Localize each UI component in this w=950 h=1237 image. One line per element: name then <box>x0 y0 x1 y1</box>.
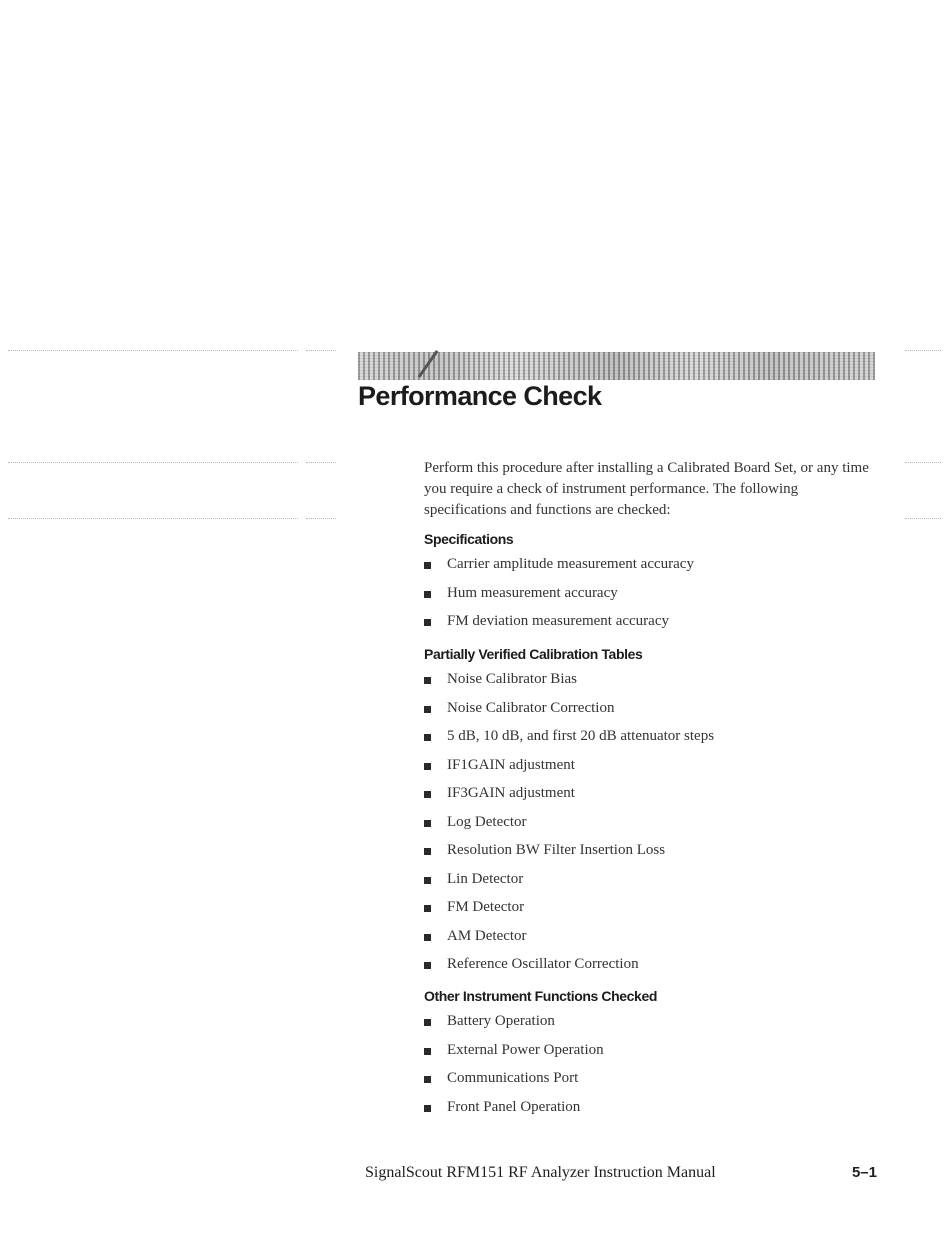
list-item: Reference Oscillator Correction <box>424 956 714 985</box>
page-title: Performance Check <box>358 381 602 411</box>
list-item: Log Detector <box>424 814 714 843</box>
margin-rule <box>905 518 941 519</box>
calibration-tables-list <box>424 671 714 985</box>
bullet-icon <box>424 1105 431 1112</box>
bullet-icon <box>424 591 431 598</box>
bullet-icon <box>424 820 431 827</box>
margin-rule <box>306 350 336 351</box>
bullet-icon <box>424 1076 431 1083</box>
margin-rule <box>306 462 336 463</box>
list-item: External Power Operation <box>424 1042 604 1071</box>
list-item: Communications Port <box>424 1070 604 1099</box>
intro-paragraph: Perform this procedure after installing a Calibrated Board Set, or any time you require a check of instrument performance. The following specifications and functions are checked: <box>424 460 869 518</box>
list-item: Lin Detector <box>424 871 714 900</box>
bullet-icon <box>424 1019 431 1026</box>
list-item: IF1GAIN adjustment <box>424 757 714 786</box>
margin-rule <box>306 518 336 519</box>
margin-rule <box>8 462 298 463</box>
list-item: FM Detector <box>424 899 714 928</box>
list-item: IF3GAIN adjustment <box>424 785 714 814</box>
list-item: Noise Calibrator Correction <box>424 700 714 729</box>
list-item: Carrier amplitude measurement accuracy <box>424 556 694 585</box>
margin-rule <box>905 462 941 463</box>
section-heading-specifications: Specifications <box>424 531 514 547</box>
bullet-icon <box>424 706 431 713</box>
specifications-list <box>424 556 694 642</box>
bullet-icon <box>424 848 431 855</box>
bullet-icon <box>424 1048 431 1055</box>
bullet-icon <box>424 791 431 798</box>
section-heading-other-functions: Other Instrument Functions Checked <box>424 988 657 1004</box>
bullet-icon <box>424 763 431 770</box>
bullet-icon <box>424 677 431 684</box>
list-item: Battery Operation <box>424 1013 604 1042</box>
bullet-icon <box>424 734 431 741</box>
margin-rule <box>905 350 941 351</box>
list-item: Resolution BW Filter Insertion Loss <box>424 842 714 871</box>
bullet-icon <box>424 962 431 969</box>
other-functions-list <box>424 1013 604 1127</box>
bullet-icon <box>424 562 431 569</box>
footer-manual-title: SignalScout RFM151 RF Analyzer Instruction Manual <box>365 1164 716 1181</box>
list-item: Noise Calibrator Bias <box>424 671 714 700</box>
list-item: AM Detector <box>424 928 714 957</box>
margin-rule <box>8 518 298 519</box>
section-banner <box>358 352 875 380</box>
bullet-icon <box>424 619 431 626</box>
bullet-icon <box>424 934 431 941</box>
list-item: 5 dB, 10 dB, and first 20 dB attenuator steps <box>424 728 714 757</box>
section-heading-calibration-tables: Partially Verified Calibration Tables <box>424 646 643 662</box>
list-item: FM deviation measurement accuracy <box>424 613 694 642</box>
bullet-icon <box>424 877 431 884</box>
list-item: Front Panel Operation <box>424 1099 604 1128</box>
page-number: 5–1 <box>851 1164 877 1181</box>
list-item: Hum measurement accuracy <box>424 585 694 614</box>
margin-rule <box>8 350 298 351</box>
bullet-icon <box>424 905 431 912</box>
